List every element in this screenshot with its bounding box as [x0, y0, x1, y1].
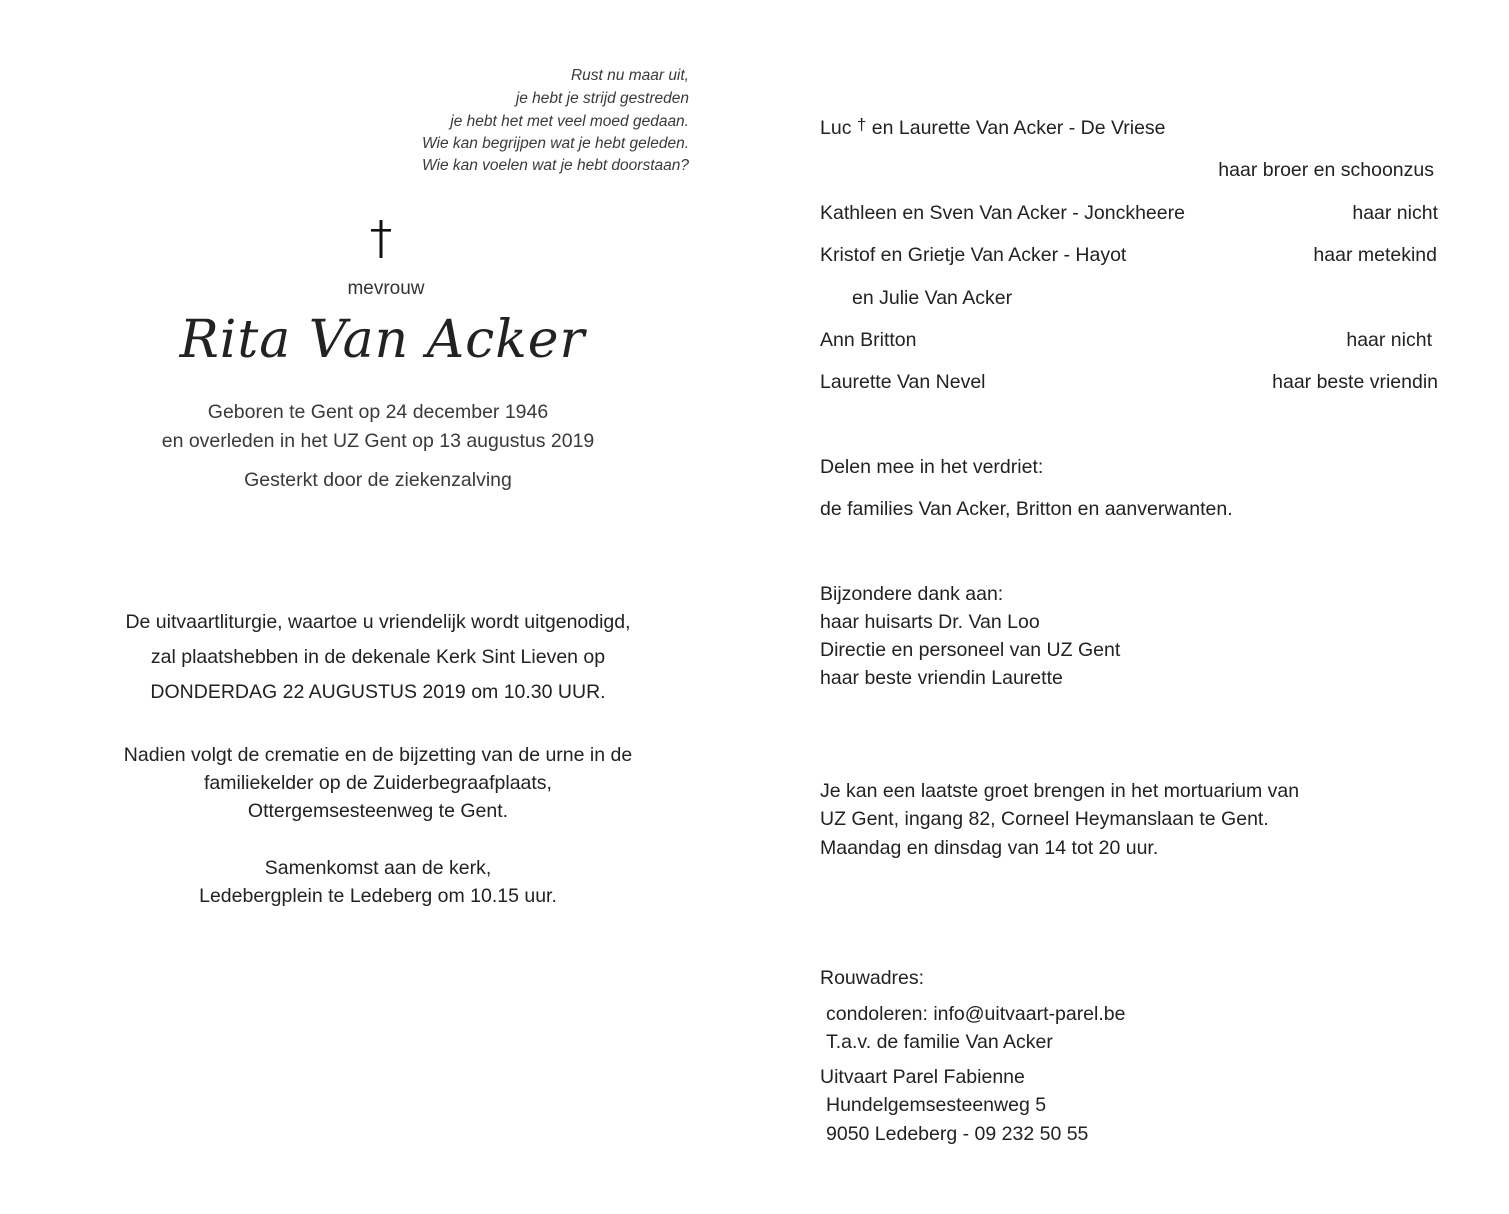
- visit-line-3: Maandag en dinsdag van 14 tot 20 uur.: [820, 837, 1159, 859]
- address-company: Uitvaart Parel Fabienne: [820, 1066, 1025, 1088]
- thanks-heading: Bijzondere dank aan:: [820, 583, 1004, 605]
- gathering-line-1: Samenkomst aan de kerk,: [264, 857, 492, 879]
- family-kristof-relation: haar metekind: [1313, 244, 1437, 266]
- poem-line-1: Rust nu maar uit,: [570, 67, 689, 84]
- cross-icon: [366, 218, 396, 262]
- address-attention: T.a.v. de familie Van Acker: [826, 1031, 1053, 1053]
- visit-line-1: Je kan een laatste groet brengen in het mortuarium van: [820, 780, 1300, 802]
- funeral-line-3: DONDERDAG 22 AUGUSTUS 2019 om 10.30 UUR.: [150, 681, 606, 703]
- cremation-line-2: familiekelder op de Zuiderbegraafplaats,: [204, 772, 552, 794]
- title-prefix: mevrouw: [347, 278, 425, 299]
- funeral-line-2: zal plaatshebben in de dekenale Kerk Sint Lieven op: [150, 646, 606, 668]
- sacrament-line: Gesterkt door de ziekenzalving: [244, 469, 512, 491]
- cremation-line-3: Ottergemsesteenweg te Gent.: [247, 800, 509, 822]
- thanks-line-2: Directie en personeel van UZ Gent: [820, 639, 1121, 661]
- family-ann-relation: haar nicht: [1346, 329, 1432, 351]
- family-julie: en Julie Van Acker: [852, 287, 1013, 309]
- birth-line: Geboren te Gent op 24 december 1946: [207, 401, 549, 423]
- death-line: en overleden in het UZ Gent op 13 augustus 2019: [161, 430, 595, 452]
- family-kathleen: Kathleen en Sven Van Acker - Jonckheere: [820, 202, 1185, 224]
- thanks-line-3: haar beste vriendin Laurette: [820, 667, 1063, 689]
- poem-line-5: Wie kan voelen wat je hebt doorstaan?: [422, 157, 689, 174]
- cremation-line-1: Nadien volgt de crematie en de bijzetting van de urne in de: [123, 744, 633, 766]
- family-ann: Ann Britton: [820, 329, 917, 351]
- family-luc-rest: en Laurette Van Acker - De Vriese: [871, 117, 1166, 139]
- family-laurette: Laurette Van Nevel: [820, 371, 986, 393]
- poem-line-2: je hebt je strijd gestreden: [515, 90, 689, 107]
- gathering-line-2: Ledebergplein te Ledeberg om 10.15 uur.: [199, 885, 557, 907]
- poem-line-3: je hebt het met veel moed gedaan.: [450, 113, 689, 130]
- poem-line-4: Wie kan begrijpen wat je hebt geleden.: [422, 135, 689, 152]
- family-kathleen-relation: haar nicht: [1352, 202, 1438, 224]
- family-luc: [820, 117, 1166, 140]
- address-heading: Rouwadres:: [820, 967, 925, 989]
- deceased-name: Rita Van Acker: [179, 310, 586, 370]
- family-kristof: Kristof en Grietje Van Acker - Hayot: [820, 244, 1127, 266]
- thanks-line-1: haar huisarts Dr. Van Loo: [820, 611, 1040, 633]
- dagger-icon: †: [856, 115, 867, 134]
- family-laurette-relation: haar beste vriendin: [1272, 371, 1438, 393]
- family-luc-relation: haar broer en schoonzus: [1218, 159, 1434, 181]
- share-heading: Delen mee in het verdriet:: [820, 456, 1044, 478]
- address-city-phone: 9050 Ledeberg - 09 232 50 55: [826, 1123, 1089, 1145]
- address-condolences: condoleren: info@uitvaart-parel.be: [826, 1003, 1126, 1025]
- visit-line-2: UZ Gent, ingang 82, Corneel Heymanslaan te Gent.: [820, 808, 1269, 830]
- family-luc-name: Luc: [820, 117, 852, 139]
- address-street: Hundelgemsesteenweg 5: [826, 1094, 1047, 1116]
- share-text: de families Van Acker, Britton en aanverwanten.: [820, 498, 1233, 520]
- funeral-line-1: De uitvaartliturgie, waartoe u vriendelijk wordt uitgenodigd,: [125, 611, 631, 633]
